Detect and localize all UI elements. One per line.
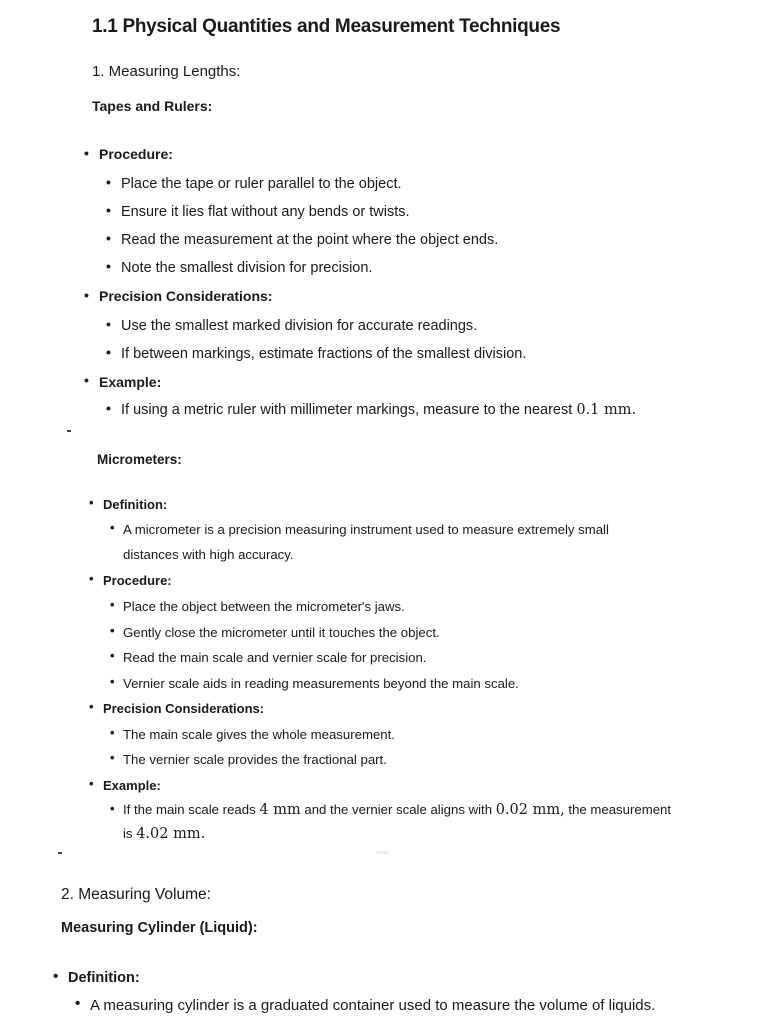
page-divider-mark — [67, 430, 71, 432]
example-text-continued — [123, 826, 205, 842]
scan-smudge — [376, 851, 388, 854]
example-value: 0.02 mm, — [495, 802, 565, 818]
precision-label: Precision Considerations: — [103, 701, 265, 716]
bullet: • — [89, 699, 94, 714]
page-divider-mark — [58, 852, 62, 854]
example-value: 4.02 mm. — [136, 826, 206, 842]
bullet: • — [110, 520, 115, 535]
list-item: If between markings, estimate fractions of the smallest division. — [121, 346, 527, 362]
procedure-label: Procedure: — [99, 146, 173, 162]
subsection-title-tapes: Tapes and Rulers: — [92, 98, 213, 114]
bullet: • — [110, 597, 115, 612]
bullet: • — [75, 995, 81, 1012]
definition-label: Definition: — [68, 970, 140, 986]
example-part: If the main scale reads — [123, 802, 256, 817]
list-item: Place the object between the micrometer's jaws. — [123, 599, 405, 614]
bullet: • — [110, 801, 115, 816]
example-value: 4 mm — [259, 802, 301, 818]
example-part: and the vernier scale aligns with — [304, 802, 493, 817]
bullet: • — [84, 287, 89, 303]
bullet: • — [110, 725, 115, 740]
list-item: Read the measurement at the point where the object ends. — [121, 232, 499, 248]
bullet: • — [53, 968, 59, 985]
bullet: • — [89, 571, 94, 586]
precision-label: Precision Considerations: — [99, 288, 273, 304]
list-item: Read the main scale and vernier scale for precision. — [123, 650, 427, 665]
list-item: Use the smallest marked division for accurate readings. — [121, 318, 478, 334]
bullet: • — [106, 400, 111, 416]
bullet: • — [110, 648, 115, 663]
bullet: • — [106, 230, 111, 246]
list-item: Gently close the micrometer until it touches the object. — [123, 625, 440, 640]
list-item: A micrometer is a precision measuring instrument used to measure extremely small — [123, 522, 609, 537]
bullet: • — [89, 776, 94, 791]
bullet: • — [106, 316, 111, 332]
example-text — [123, 802, 671, 818]
section-heading-lengths: 1. Measuring Lengths: — [92, 63, 241, 80]
list-item: Ensure it lies flat without any bends or twists. — [121, 204, 410, 220]
subsection-title-cylinder: Measuring Cylinder (Liquid): — [61, 920, 258, 936]
bullet: • — [110, 750, 115, 765]
example-text — [121, 402, 636, 418]
list-item: The vernier scale provides the fractional part. — [123, 752, 387, 767]
example-value: 0.1 mm. — [576, 402, 637, 418]
bullet: • — [106, 344, 111, 360]
example-part: is — [123, 826, 133, 841]
list-item: The main scale gives the whole measurement. — [123, 727, 395, 742]
list-item: Note the smallest division for precision. — [121, 260, 373, 276]
example-part: the measurement — [568, 802, 672, 817]
section-heading-volume: 2. Measuring Volume: — [61, 886, 211, 903]
subsection-title-micrometers: Micrometers: — [97, 452, 182, 467]
procedure-label: Procedure: — [103, 573, 172, 588]
bullet: • — [84, 145, 89, 161]
bullet: • — [110, 623, 115, 638]
bullet: • — [106, 174, 111, 190]
bullet: • — [84, 372, 89, 388]
bullet: • — [89, 495, 94, 510]
list-item: Place the tape or ruler parallel to the object. — [121, 176, 402, 192]
bullet: • — [110, 674, 115, 689]
bullet: • — [106, 202, 111, 218]
page-title: 1.1 Physical Quantities and Measurement Techniques — [92, 16, 561, 37]
example-label: Example: — [99, 374, 162, 390]
example-label: Example: — [103, 778, 161, 793]
list-item-continued: distances with high accuracy. — [123, 547, 294, 562]
list-item: Vernier scale aids in reading measurements beyond the main scale. — [123, 676, 519, 691]
list-item: A measuring cylinder is a graduated container used to measure the volume of liquids. — [90, 997, 656, 1014]
definition-label: Definition: — [103, 497, 168, 512]
example-sentence: If using a metric ruler with millimeter markings, measure to the nearest — [121, 402, 573, 418]
bullet: • — [106, 258, 111, 274]
